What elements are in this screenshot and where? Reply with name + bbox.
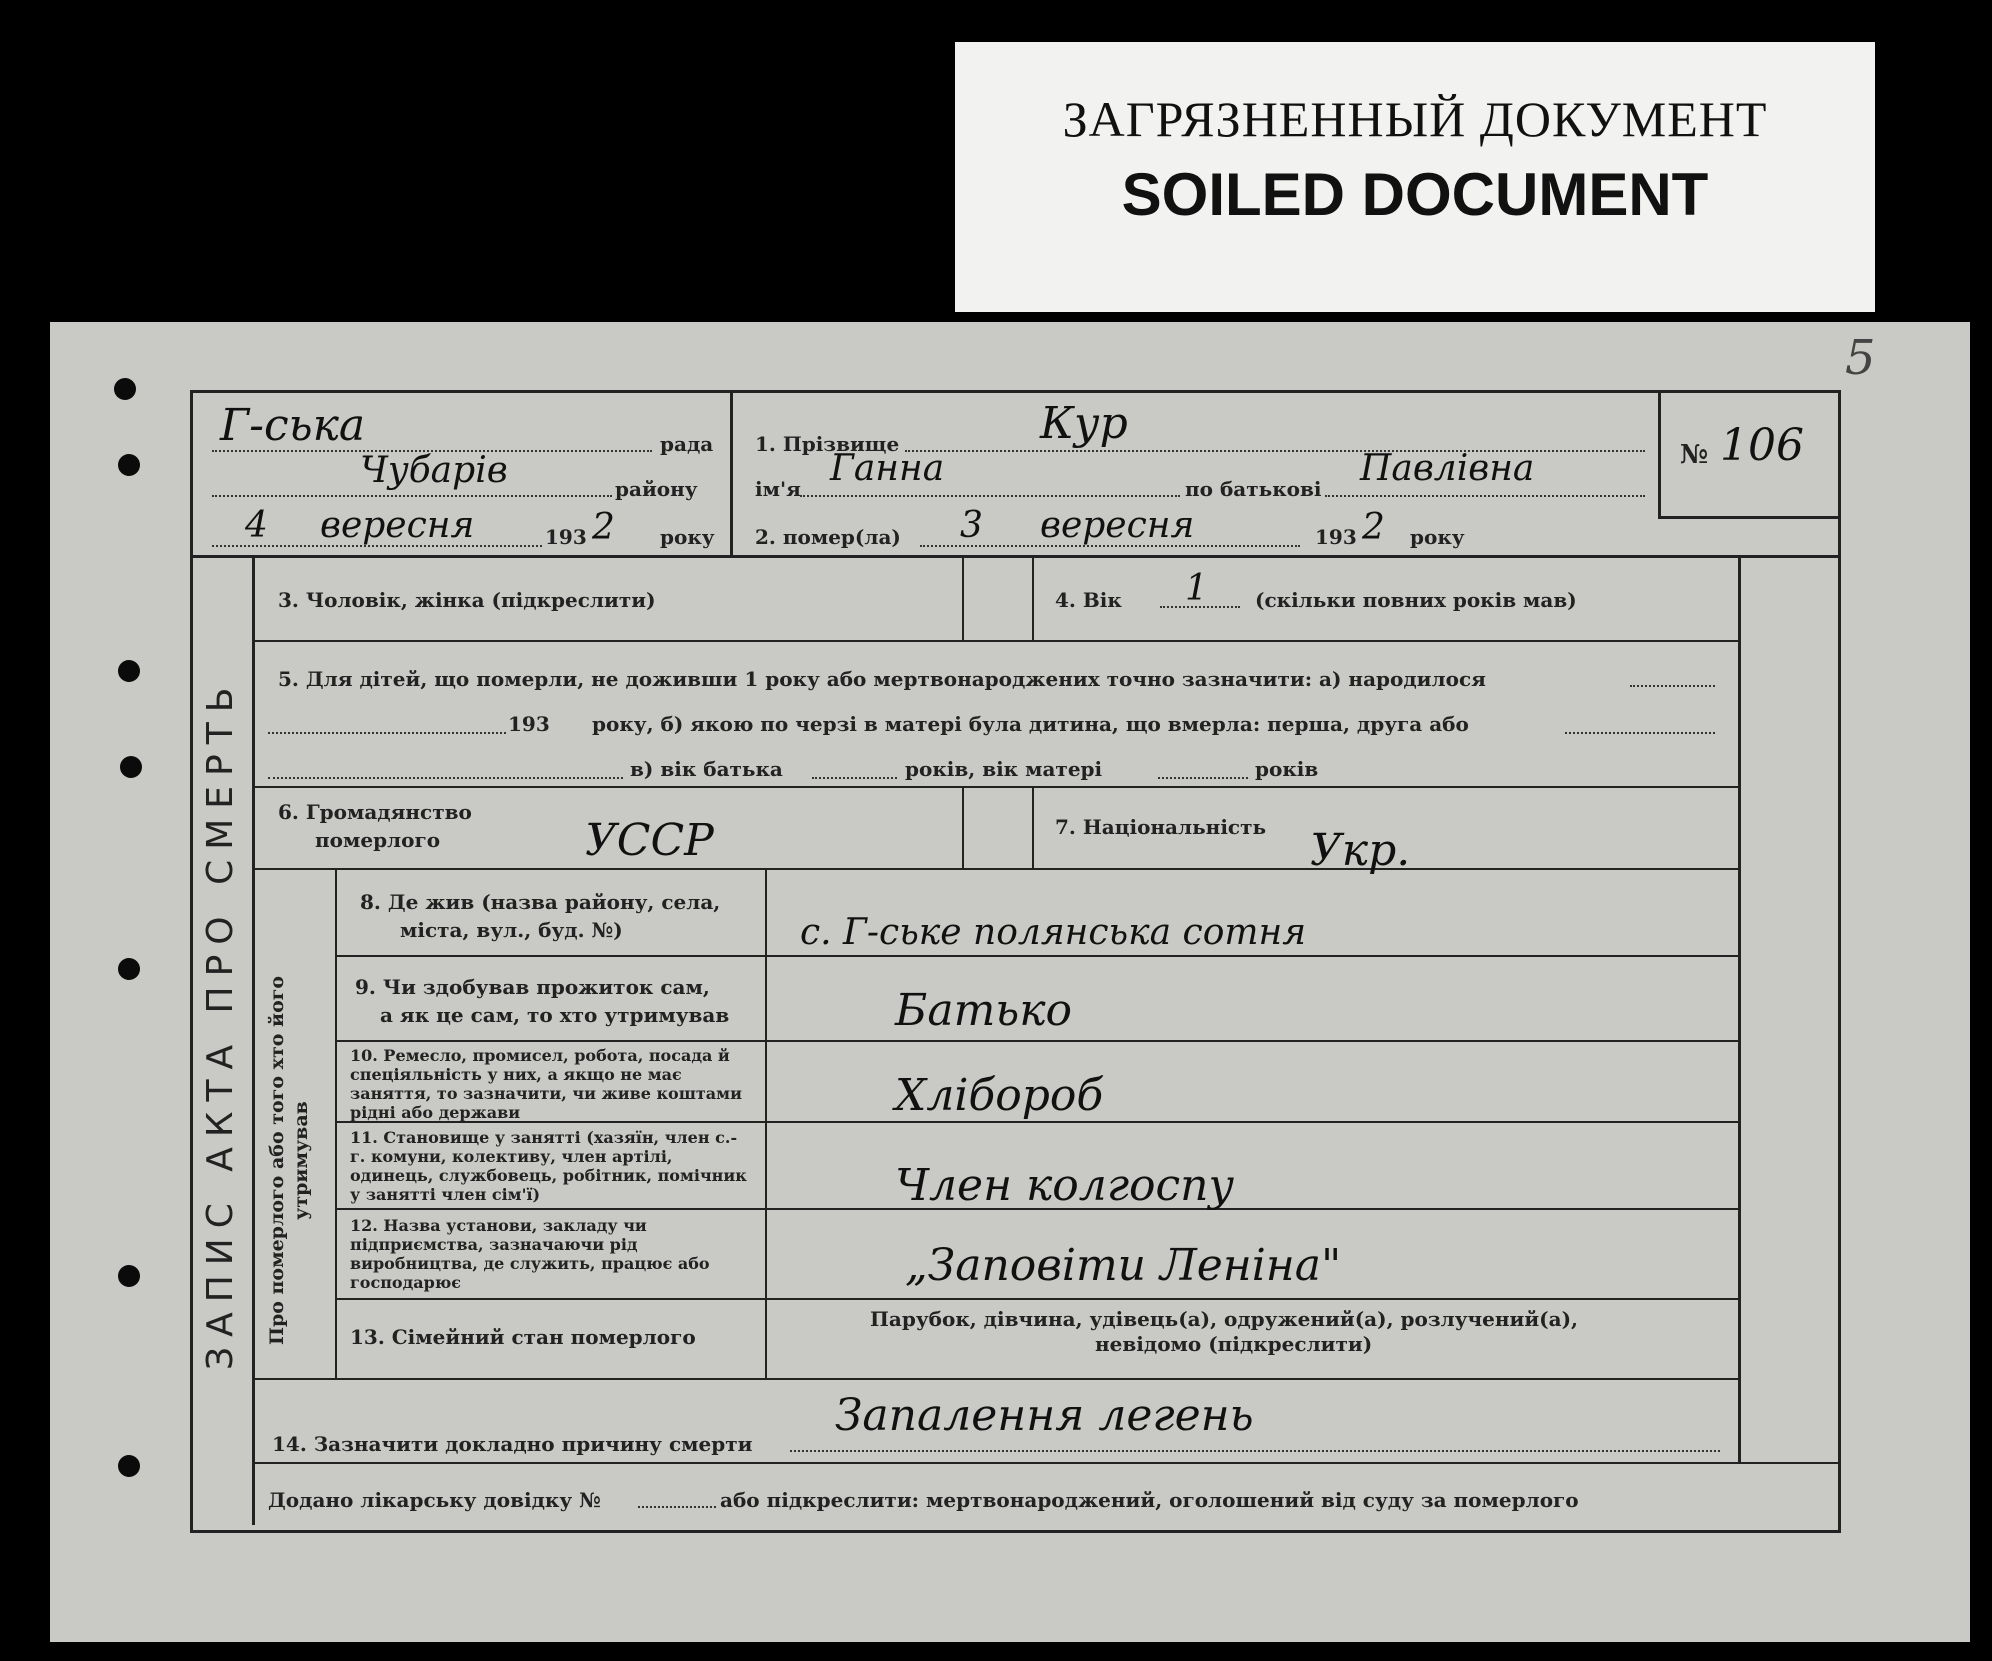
record-number-value: 106: [1720, 420, 1804, 471]
reg-year-digit: 2: [592, 507, 615, 548]
divider: [962, 786, 964, 868]
sheet-number: 5: [1845, 330, 1876, 386]
reg-roku-label: року: [660, 525, 715, 549]
dotted-line: [1565, 732, 1715, 734]
rada-label: рада: [660, 432, 714, 456]
employer-label: 12. Назва установи, закладу чи підприємства, зазначаючи рід виробництва, де служить, працює або господарює: [350, 1216, 710, 1292]
surname-label: 1. Прізвище: [755, 432, 900, 456]
died-day: 3: [960, 505, 983, 546]
died-year-prefix: 193: [1315, 525, 1357, 549]
patronymic-value: Павлівна: [1360, 448, 1535, 489]
form-frame: [190, 390, 1841, 1533]
died-month: вересня: [1040, 505, 1195, 546]
infant-info-line2: року, б) якою по черзі в матері була дитина, що вмерла: перша, друга або: [592, 712, 1469, 736]
dotted-line: [1325, 495, 1645, 497]
divider: [1032, 557, 1034, 640]
stamp-title-ru: ЗАГРЯЗНЕННЫЙ ДОКУМЕНТ: [1062, 91, 1768, 147]
livelihood-value: Батько: [895, 985, 1073, 1036]
dotted-line: [268, 732, 506, 734]
divider: [1658, 516, 1838, 519]
died-label: 2. помер(ла): [755, 525, 901, 549]
residence-value: с. Г-ське полянська сотня: [800, 912, 1307, 953]
divider: [335, 870, 337, 1378]
divider: [1032, 786, 1034, 868]
dotted-line: [638, 1506, 716, 1508]
binding-hole: [118, 1455, 140, 1477]
stamp-title-en: SOILED DOCUMENT: [1121, 161, 1709, 228]
residence-label: 8. Де жив (назва району, села,: [360, 890, 721, 914]
livelihood-label-2: а як це сам, то хто утримував: [380, 1003, 730, 1027]
footer-certificate-label: Додано лікарську довідку №: [268, 1488, 601, 1512]
divider: [252, 640, 1738, 642]
divider: [765, 870, 767, 1378]
divider: [962, 557, 964, 640]
dotted-line: [1158, 777, 1248, 779]
infant-mother-age-label: років, вік матері: [905, 757, 1103, 781]
divider: [337, 1298, 1738, 1300]
vertical-group-label-line2: утримував: [290, 1101, 312, 1220]
rayon-value: Чубарів: [360, 450, 508, 491]
binding-hole: [114, 378, 136, 400]
cause-of-death-value: Запалення легень: [835, 1390, 1254, 1441]
divider: [190, 555, 1838, 558]
divider: [252, 1462, 1838, 1464]
citizenship-label: 6. Громадянство: [278, 800, 472, 824]
vertical-group-label-line1: Про померлого або того хто його: [266, 975, 288, 1345]
record-number-label: №: [1680, 440, 1709, 470]
age-label: 4. Вік: [1055, 588, 1122, 612]
died-roku-label: року: [1410, 525, 1465, 549]
marital-status-label: 13. Сімейний стан померлого: [350, 1325, 696, 1349]
nationality-label: 7. Національність: [1055, 815, 1267, 839]
age-value: 1: [1185, 568, 1208, 609]
residence-label-2: міста, вул., буд. №): [400, 918, 623, 942]
dotted-line: [790, 1450, 1720, 1452]
name-value: Ганна: [830, 448, 945, 489]
binding-hole: [120, 756, 142, 778]
dotted-line: [800, 495, 1180, 497]
sex-label: 3. Чоловік, жінка (підкреслити): [278, 588, 656, 612]
employer-value: „Заповіти Леніна": [905, 1240, 1342, 1291]
livelihood-label: 9. Чи здобував прожиток сам,: [355, 975, 710, 999]
reg-month: вересня: [320, 505, 475, 546]
dotted-line: [920, 545, 1300, 547]
infant-info-line1: 5. Для дітей, що померли, не доживши 1 року або мертвонароджених точно зазначити: а) народилося: [278, 667, 1486, 691]
divider: [252, 786, 1738, 788]
dotted-line: [1630, 685, 1715, 687]
divider: [337, 1040, 1738, 1042]
occupation-value: Хлібороб: [895, 1070, 1104, 1121]
occupation-label: 10. Ремесло, промисел, робота, посада й спеціяльність у них, а якщо не має заняття, то зазначити, чи живе коштами рідні або держави: [350, 1046, 742, 1122]
dotted-line: [212, 495, 612, 497]
reg-day: 4: [245, 505, 268, 546]
divider: [252, 1378, 1738, 1380]
infant-father-age-label: в) вік батька: [630, 757, 783, 781]
marital-status-options: Парубок, дівчина, удівець(а), одружений(а), розлучений(а),: [870, 1307, 1579, 1331]
reg-year-prefix: 193: [545, 525, 587, 549]
nationality-value: Укр.: [1310, 825, 1411, 876]
side-title: ЗАПИС АКТА ПРО СМЕРТЬ: [200, 677, 241, 1370]
divider: [252, 868, 1738, 870]
dotted-line: [268, 777, 623, 779]
work-status-value: Член колгоспу: [895, 1160, 1235, 1211]
infant-info-year: 193: [508, 712, 550, 736]
dotted-line: [212, 545, 542, 547]
citizenship-label-2: померлого: [315, 828, 441, 852]
binding-hole: [118, 958, 140, 980]
citizenship-value: УССР: [585, 815, 714, 866]
vertical-group-label: [265, 976, 313, 1345]
footer-stillborn-label: або підкреслити: мертвонароджений, оголошений від суду за померлого: [720, 1488, 1579, 1512]
surname-value: Кур: [1040, 398, 1128, 449]
soiled-document-stamp: [955, 42, 1875, 312]
rayon-label: району: [615, 477, 698, 501]
cause-of-death-label: 14. Зазначити докладно причину смерти: [272, 1432, 753, 1456]
binding-hole: [118, 454, 140, 476]
name-label: ім'я: [755, 477, 801, 501]
divider: [337, 955, 1738, 957]
rada-value: Г-ська: [220, 400, 366, 451]
age-suffix: (скільки повних років мав): [1255, 588, 1577, 612]
binding-hole: [118, 1265, 140, 1287]
marital-status-options-2: невідомо (підкреслити): [1095, 1332, 1373, 1356]
divider: [1658, 392, 1661, 516]
infant-years-label: років: [1255, 757, 1319, 781]
dotted-line: [812, 777, 897, 779]
died-year-digit: 2: [1362, 507, 1385, 548]
divider: [730, 392, 733, 557]
divider: [1738, 557, 1741, 1462]
patronymic-label: по батькові: [1185, 477, 1322, 501]
binding-hole: [118, 660, 140, 682]
work-status-label: 11. Становище у занятті (хазяїн, член с.-г. комуни, колективу, член артілі, одинець, службовець, робітник, помічник у занятті член сім'ї): [350, 1128, 747, 1204]
